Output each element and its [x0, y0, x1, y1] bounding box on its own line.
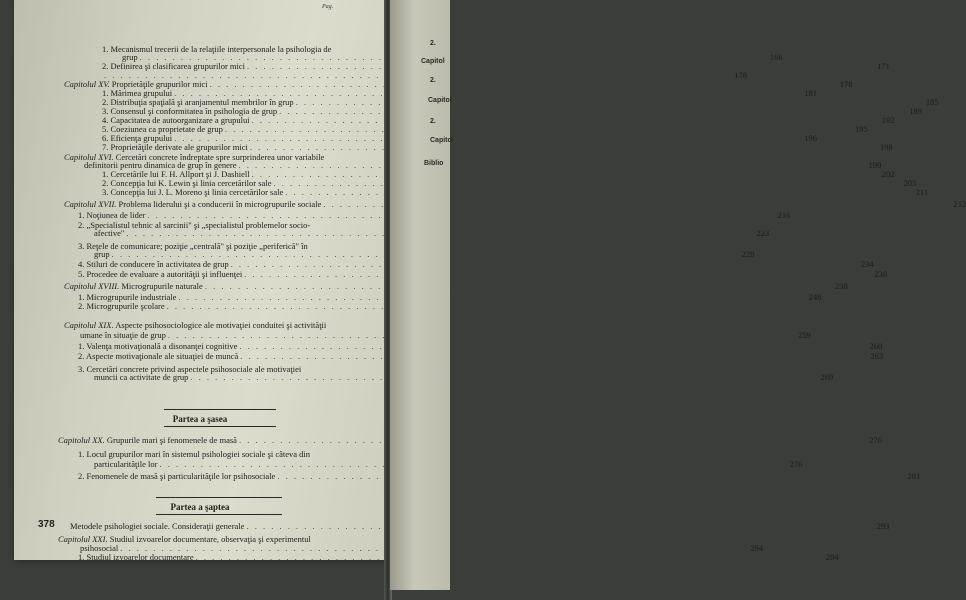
entry-text: 3. Consensul şi conformitatea în psihologia de grup [102, 106, 278, 116]
page-ref: 294 [750, 543, 764, 553]
chapter-label: Capitolul XVII. [64, 199, 117, 209]
page-ref: 189 [909, 106, 923, 116]
entry-text: Proprietăţile grupurilor mici [109, 79, 208, 89]
page-ref: 212 [953, 199, 966, 209]
toc-entry-title [78, 260, 229, 269]
entry-text: 1. Mărimea grupului [102, 88, 173, 98]
toc-entry-title [78, 449, 310, 459]
page-ref: 238 [874, 269, 888, 279]
toc-entry-continuation: particularităţile lor [94, 459, 158, 469]
entry-text: 2. Definirea şi clasificarea grupurilor mici [102, 61, 246, 71]
entry-text: Metodele psihologiei sociale. Consideraţii generale [70, 521, 245, 531]
toc-entry [70, 521, 890, 531]
entry-text: 1. Locul grupurilor mari în sistemul psihologiei sociale şi câteva din [78, 449, 311, 459]
chapter-label: Capitolul XX. [58, 435, 105, 445]
entry-text: 1. Valenţa motivaţională a disonanţei cognitive [78, 341, 238, 351]
entry-text: 5. Coeziunea ca proprietate de grup [102, 124, 223, 134]
page-ref: 294 [825, 552, 839, 562]
page-number: 378 [38, 519, 55, 530]
toc-entry [78, 210, 791, 220]
toc-entry [102, 187, 929, 197]
chapter-label: Capitolul XIX. [64, 320, 114, 330]
page-ref: 166 [769, 52, 783, 62]
toc-entry-continuation: definitorii pentru dinamica de grup în genere [84, 160, 237, 170]
toc-entry-title [64, 282, 203, 291]
page-ref: 223 [756, 228, 770, 238]
dot-leader [244, 270, 867, 279]
toc-entry [78, 259, 874, 269]
part-rule [164, 409, 276, 410]
toc-entry-title [102, 188, 283, 197]
toc-entry [64, 281, 848, 291]
part-heading: Partea a şaptea [170, 502, 230, 512]
page-ref: 192 [881, 115, 895, 125]
chapter-label: Capitolul XVIII. [64, 281, 120, 291]
dot-leader [167, 302, 790, 311]
chapter-label: Capitolul XXI. [58, 534, 108, 544]
toc-entry-title [78, 352, 238, 361]
entry-text: 1. Cercetările lui F. H. Allport şi J. Dashiell [102, 169, 250, 179]
dot-leader [277, 472, 900, 481]
entry-text: 5. Procedee de evaluare a autorităţii şi influenţei [78, 269, 243, 279]
page-ref: 211 [915, 187, 929, 197]
entry-text: 4. Stiluri de conducere în activitatea de grup [78, 259, 229, 269]
toc-entry-title [78, 472, 275, 481]
entry-text: 2. Distribuţia spaţială şi aranjamentul membrilor în grup [102, 97, 294, 107]
page-ref: 181 [804, 88, 817, 98]
dot-leader [190, 373, 813, 382]
toc-entry [78, 351, 884, 361]
toc-entry [94, 459, 803, 469]
page-column-header: Pag. [322, 4, 334, 10]
dot-leader [168, 331, 791, 340]
toc-entry-continuation: umane în situaţie de grup [80, 330, 166, 340]
entry-text: 1. Mecanismul trecerii de la relaţiile interpersonale la psihologia de [102, 44, 332, 54]
entry-text: Problema liderului şi a conducerii în microgrupurile sociale [116, 199, 322, 209]
right-page-fragment: 2. [430, 40, 436, 47]
toc-entry-title [78, 302, 165, 311]
dot-leader [250, 143, 873, 152]
part-rule [156, 497, 282, 498]
page-ref: 228 [741, 249, 755, 259]
page-ref: 276 [869, 435, 882, 445]
part-heading: Partea a şasea [172, 414, 228, 424]
dot-leader [239, 436, 862, 445]
entry-text: Aspecte psihosociologice ale motivaţiei conduitei şi activităţii [113, 320, 327, 330]
page-ref: 178 [734, 70, 747, 80]
toc-entry [94, 228, 770, 238]
dot-leader [285, 188, 908, 197]
entry-text: 2. Concepţia lui K. Lewin şi linia cercetărilor sale [102, 178, 272, 188]
page-ref: 259 [798, 330, 811, 340]
toc-entry-title [70, 522, 244, 531]
dot-leader [240, 352, 863, 361]
page-ref: 234 [860, 259, 874, 269]
page-ref: 199 [868, 160, 882, 170]
chapter-label: Capitolul XV. [64, 79, 110, 89]
entry-text: 2. Aspecte motivaţionale ale situaţiei de muncă [78, 351, 239, 361]
entry-text: Grupurile mari şi fenomenele de masă [104, 435, 237, 445]
toc-entry [94, 372, 834, 382]
entry-text: 3. Reţele de comunicare; poziţie „centrală" şi poziţie „periferică" în [78, 241, 308, 251]
toc-entry [80, 330, 811, 340]
entry-text: 3. Concepţia lui J. L. Moreno şi linia cercetărilor sale [102, 187, 284, 197]
entry-text: 1. Studiul izvoarelor documentare [78, 552, 194, 562]
dot-leader [148, 211, 771, 220]
toc-entry-continuation: muncii ca activitate de grup [94, 372, 189, 382]
chapter-label: Capitolul XVI. [64, 152, 114, 162]
toc-entry [94, 249, 755, 259]
page-ref: 238 [834, 281, 848, 291]
toc-entry-continuation: grup [94, 249, 110, 259]
page-ref: 205 [903, 178, 917, 188]
right-page-fragment: Capitol [421, 58, 445, 65]
entry-text: Cercetări concrete îndreptate spre surprinderea unor variabile [113, 152, 325, 162]
dot-leader [239, 342, 862, 351]
toc-entry-title [64, 320, 326, 330]
toc-entry [78, 269, 888, 279]
right-page-fragment: 2. [430, 118, 436, 125]
toc-entry-title [64, 200, 321, 209]
entry-text: 1. Noţiunea de lider [78, 210, 146, 220]
toc-entry-title [78, 211, 146, 220]
dot-leader [159, 460, 782, 469]
entry-text: 2. „Specialistul tehnic al sarcinii" şi „specialistul problemelor socio- [78, 220, 311, 230]
dot-leader [196, 553, 819, 562]
right-page-fragment: Capitol [430, 137, 454, 144]
toc-entry [64, 199, 966, 209]
entry-text: Studiul izvoarelor documentare, observaţia şi experimentul [107, 534, 311, 544]
toc-entry [78, 341, 883, 351]
page-ref: 276 [789, 459, 803, 469]
right-page-fragment: Biblio [424, 160, 444, 167]
dot-leader [205, 282, 828, 291]
toc-entry [102, 142, 893, 152]
toc-entry [58, 435, 882, 445]
page-ref: 196 [804, 133, 817, 143]
page-ref: 269 [820, 372, 834, 382]
page-ref: 195 [854, 124, 868, 134]
entry-text: 7. Proprietăţile derivate ale grupurilor mici [102, 142, 248, 152]
toc-entry-title [78, 270, 242, 279]
page-ref: 185 [925, 97, 939, 107]
toc-entry [78, 302, 360, 311]
toc-entry-title [78, 553, 194, 562]
toc-entry-title [102, 143, 248, 152]
part-rule [156, 514, 282, 515]
toc-entry-continuation: afective" [94, 228, 125, 238]
part-rule [164, 426, 276, 427]
page-ref: 202 [881, 169, 895, 179]
page-ref: 248 [808, 292, 822, 302]
toc-entry-continuation: psihosocial [80, 543, 119, 553]
toc-entry-continuation: grup [122, 52, 138, 62]
page-ref: 263 [870, 351, 884, 361]
right-page-fragment: Capitol [428, 97, 452, 104]
toc-entry [78, 552, 839, 562]
right-page-fragment: 2. [430, 77, 436, 84]
page-ref: 171 [877, 61, 890, 71]
entry-text: 4. Capacitatea de autoorganizare a grupului [102, 115, 250, 125]
page-ref: 281 [907, 471, 921, 481]
entry-text: 6. Eficienţa grupului [102, 133, 173, 143]
page-ref: 178 [839, 79, 853, 89]
dot-leader [231, 260, 854, 269]
entry-text: 3. Cercetări concrete privind aspectele psihosociale ale motivaţiei [78, 364, 302, 374]
toc-entry-title [78, 342, 237, 351]
page-ref: 260 [869, 341, 883, 351]
book-page-right [390, 0, 454, 590]
entry-text: Microgrupurile naturale [119, 281, 203, 291]
page-ref: 198 [880, 142, 893, 152]
toc-entry-title [58, 436, 237, 445]
entry-text: 2. Microgrupurile şcolare [78, 301, 165, 311]
page-ref: 216 [777, 210, 791, 220]
dot-leader [246, 522, 869, 531]
entry-text: 2. Fenomenele de masă şi particularităţile lor psihosociale [78, 471, 276, 481]
toc-entry [78, 471, 921, 481]
page-ref: 293 [876, 521, 890, 531]
entry-text: 1. Microgrupurile industriale [78, 292, 177, 302]
